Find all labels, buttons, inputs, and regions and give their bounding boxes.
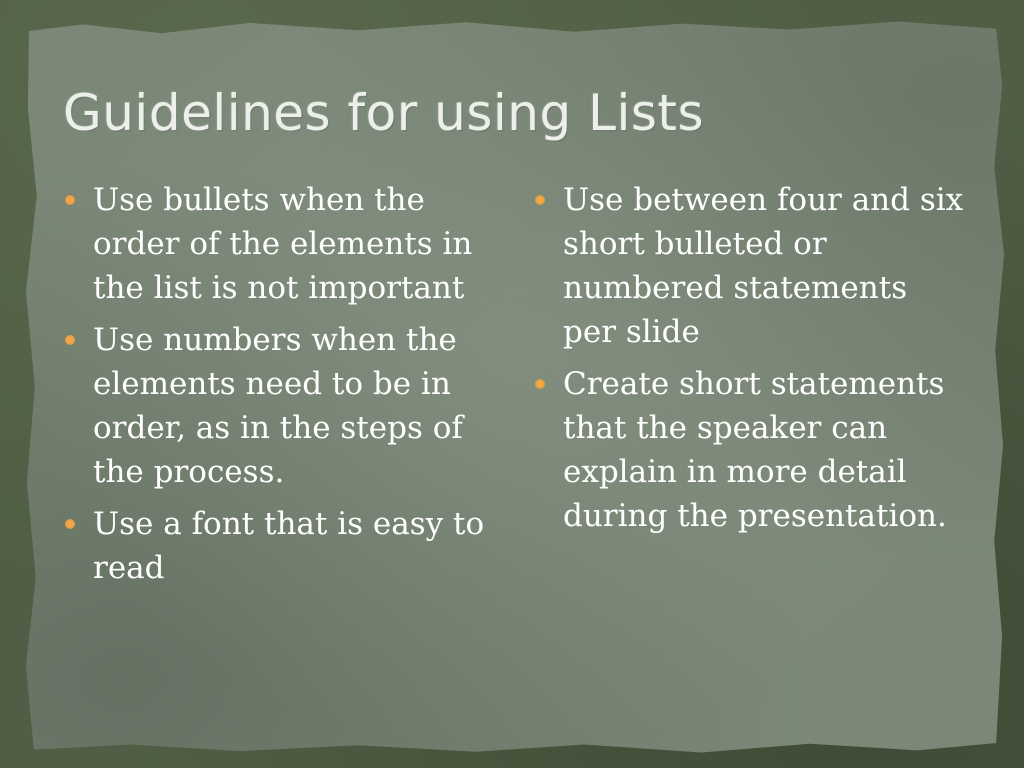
bullet-line: explain in more detail <box>563 454 907 490</box>
bullet-line: per slide <box>563 314 700 350</box>
bullet-line: during the presentation. <box>563 498 947 534</box>
bullet-item <box>62 178 482 310</box>
bullet-line: Create short statements <box>563 366 945 402</box>
bullet-line: read <box>93 550 165 586</box>
slide-title: Guidelines for using Lists <box>63 84 705 142</box>
bullet-line: Use between four and six <box>563 182 964 218</box>
bullet-item <box>62 502 485 590</box>
bullet-line: short bulleted or <box>563 226 827 262</box>
right-bullet-list <box>532 178 972 546</box>
bullet-dot-icon <box>65 519 75 529</box>
bullet-line: Use numbers when the <box>93 322 457 358</box>
bullet-line: numbered statements <box>563 270 908 306</box>
bullet-line: Use a font that is easy to <box>93 506 485 542</box>
bullet-dot-icon <box>65 195 75 205</box>
left-bullet-list <box>62 178 485 598</box>
bullet-line: that the speaker can <box>563 410 888 446</box>
bullet-line: elements need to be in <box>93 366 451 402</box>
bullet-line: the process. <box>93 454 285 490</box>
bullet-dot-icon <box>535 379 545 389</box>
bullet-line: order of the elements in <box>93 226 473 262</box>
bullet-line: Use bullets when the <box>93 182 425 218</box>
bullet-item <box>62 318 482 494</box>
bullet-line: the list is not important <box>93 270 465 306</box>
bullet-line: order, as in the steps of <box>93 410 463 446</box>
bullet-item <box>532 178 972 354</box>
bullet-item <box>532 362 972 538</box>
bullet-dot-icon <box>65 335 75 345</box>
bullet-dot-icon <box>535 195 545 205</box>
